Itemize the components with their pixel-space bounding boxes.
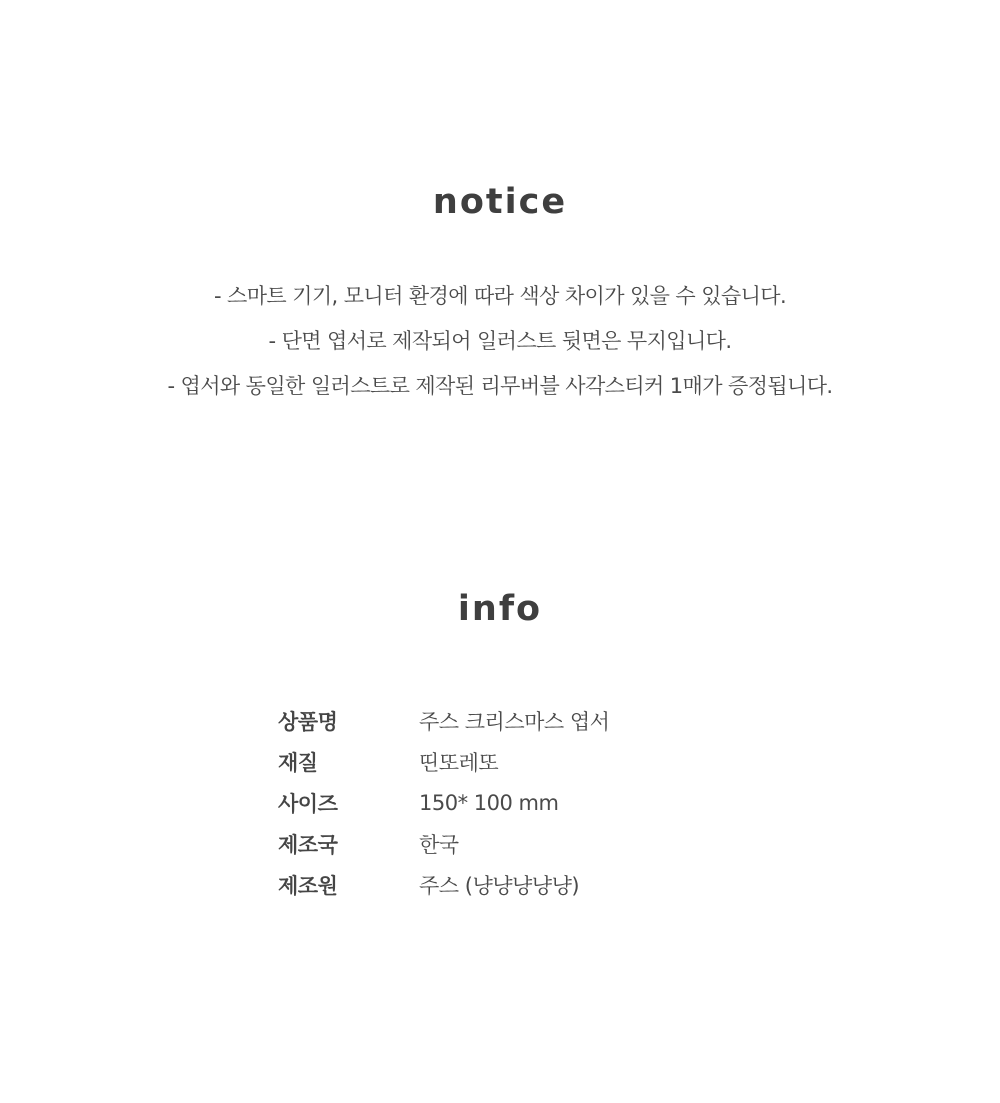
info-row-country	[278, 823, 738, 864]
notice-list	[0, 278, 1000, 413]
info-value: 한국	[419, 832, 459, 857]
info-row-manufacturer	[278, 864, 738, 905]
info-table	[278, 700, 738, 905]
info-label: 상품명	[278, 709, 338, 734]
info-label: 사이즈	[278, 791, 338, 816]
info-row-product-name	[278, 700, 738, 741]
info-value: 띤또레또	[419, 750, 499, 775]
info-heading: info	[457, 589, 543, 629]
notice-line-sticker-gift: - 엽서와 동일한 일러스트로 제작된 리무버블 사각스티커 1매가 증정됩니다.	[167, 374, 833, 398]
info-label: 제조원	[278, 873, 338, 898]
notice-heading: notice	[432, 182, 568, 222]
info-row-size	[278, 782, 738, 823]
notice-line-single-sided: - 단면 엽서로 제작되어 일러스트 뒷면은 무지입니다.	[268, 329, 732, 353]
info-value: 150* 100 mm	[419, 790, 559, 815]
info-row-material	[278, 741, 738, 782]
info-label: 재질	[278, 750, 318, 775]
info-value: 주스 크리스마스 엽서	[419, 709, 610, 734]
info-label: 제조국	[278, 832, 338, 857]
notice-line-color-difference: - 스마트 기기, 모니터 환경에 따라 색상 차이가 있을 수 있습니다.	[213, 284, 787, 308]
info-value: 주스 (냥냥냥냥냥)	[419, 873, 580, 898]
